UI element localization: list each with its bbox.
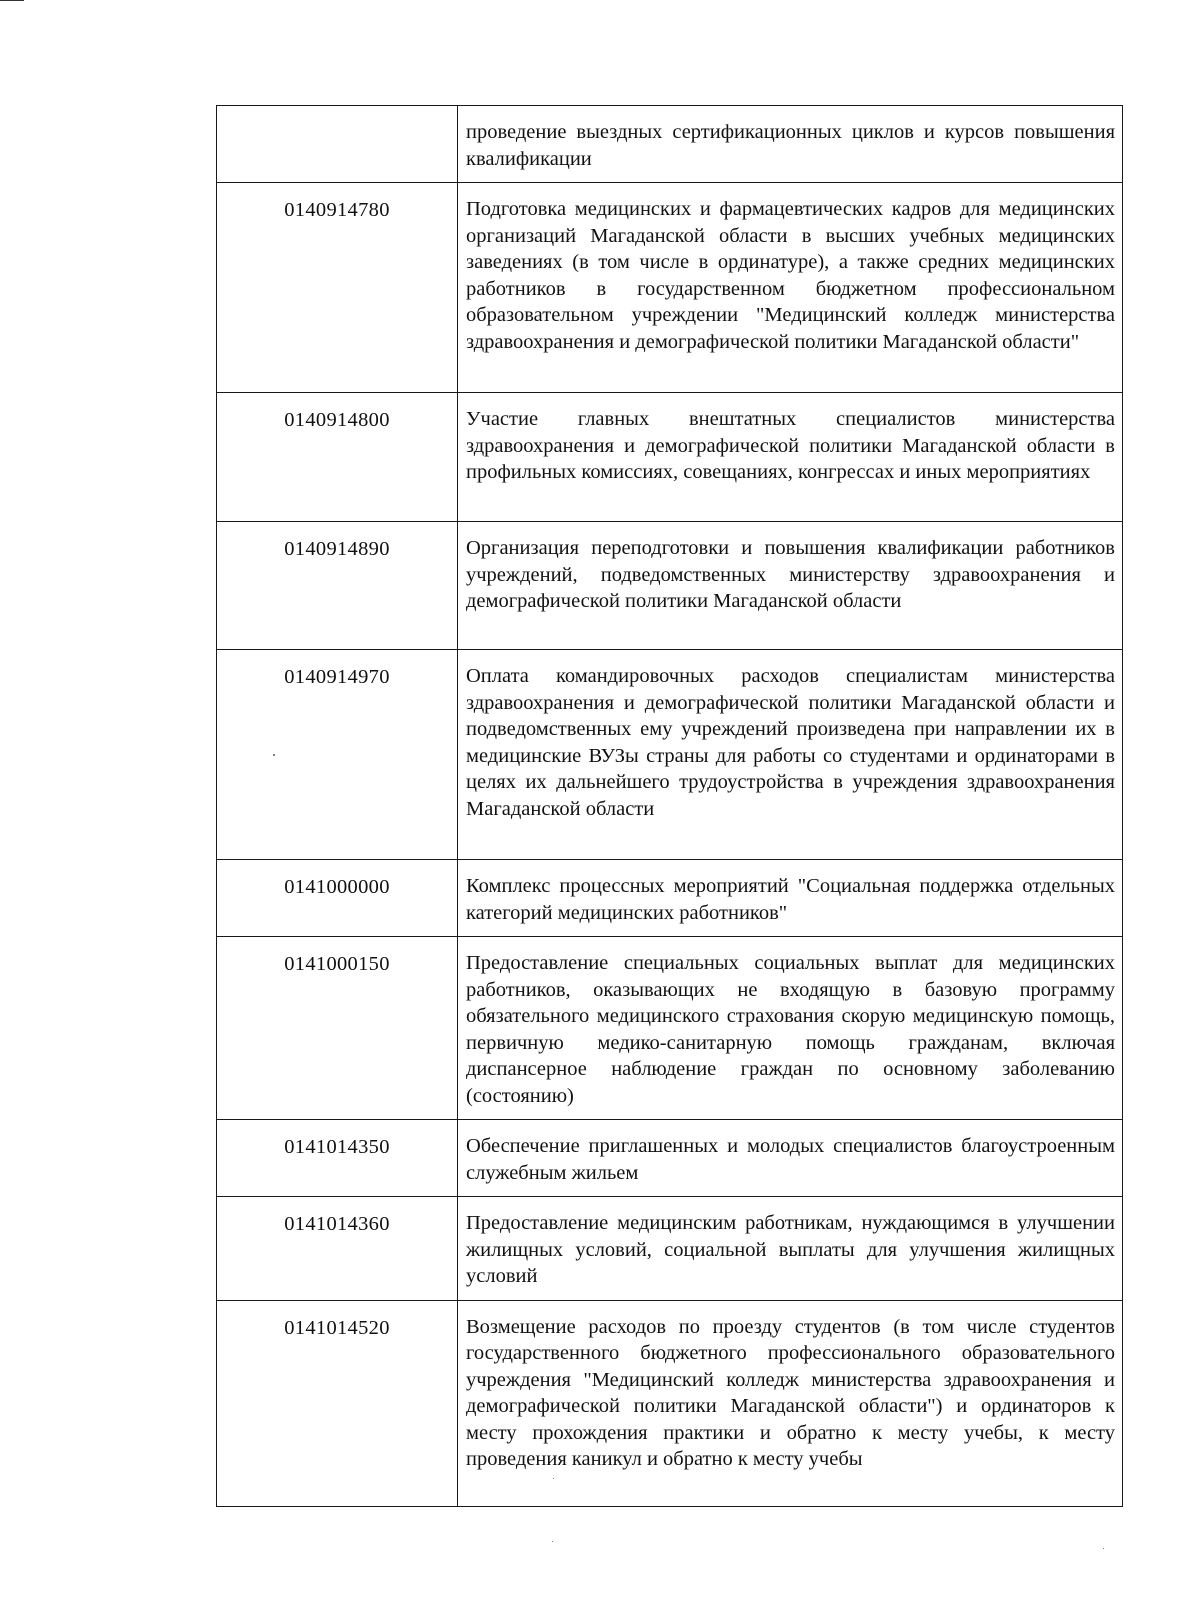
table-row <box>217 393 1123 522</box>
code-cell: 0141014360 <box>217 1197 458 1301</box>
code-cell: 0141000150 <box>217 937 458 1120</box>
description-cell: Подготовка медицинских и фармацевтических кадров для медицинских организаций Магаданской области в высших учебных медицинских заведениях (в том числе в ординатуре), а также средних медицинских работников в государственном бюджетном профессиональном образовательном учреждении "Медицинский колледж министерства здравоохранения и демографической политики Магаданской области" <box>458 183 1123 393</box>
scan-speck <box>273 754 275 756</box>
table-row <box>217 1197 1123 1301</box>
table-row <box>217 183 1123 393</box>
code-cell: 0140914970 <box>217 650 458 860</box>
description-cell: Оплата командировочных расходов специалистам министерства здравоохранения и демографической политики Магаданской области и подведомственных ему учреждений произведена при направлении их в медицинские ВУЗы страны для работы со студентами и ординаторами в целях их дальнейшего трудоустройства в учреждения здравоохранения Магаданской области <box>458 650 1123 860</box>
table-row <box>217 106 1123 183</box>
table-row <box>217 937 1123 1120</box>
code-cell: 0140914780 <box>217 183 458 393</box>
budget-codes-table <box>216 105 1123 1507</box>
description-cell: Предоставление медицинским работникам, нуждающимся в улучшении жилищных условий, социальной выплаты для улучшения жилищных условий <box>458 1197 1123 1301</box>
description-cell: Организация переподготовки и повышения квалификации работников учреждений, подведомственных министерству здравоохранения и демографической политики Магаданской области <box>458 522 1123 650</box>
description-cell: Предоставление специальных социальных выплат для медицинских работников, оказывающих не входящую в базовую программу обязательного медицинского страхования скорую медицинскую помощь, первичную медико-санитарную помощь гражданам, включая диспансерное наблюдение граждан по основному заболеванию (состоянию) <box>458 937 1123 1120</box>
code-cell: 0140914800 <box>217 393 458 522</box>
table-row <box>217 650 1123 860</box>
table-row <box>217 860 1123 937</box>
scan-speck <box>1103 1548 1104 1549</box>
code-cell <box>217 106 458 183</box>
code-cell: 0141000000 <box>217 860 458 937</box>
table-row <box>217 1120 1123 1197</box>
table-row <box>217 522 1123 650</box>
description-cell: Комплекс процессных мероприятий "Социальная поддержка отдельных категорий медицинских работников" <box>458 860 1123 937</box>
code-cell: 0141014520 <box>217 1300 458 1506</box>
description-cell: Участие главных внештатных специалистов министерства здравоохранения и демографической политики Магаданской области в профильных комиссиях, совещаниях, конгрессах и иных мероприятиях <box>458 393 1123 522</box>
scan-speck <box>552 1541 553 1542</box>
table-row <box>217 1300 1123 1506</box>
description-cell: Возмещение расходов по проезду студентов (в том числе студентов государственного бюджетного профессионального образовательного учреждения "Медицинский колледж министерства здравоохранения и демографической политики Магаданской области") и ординаторов к месту прохождения практики и обратно к месту учебы, к месту проведения каникул и обратно к месту учебы <box>458 1300 1123 1506</box>
description-cell: Обеспечение приглашенных и молодых специалистов благоустроенным служебным жильем <box>458 1120 1123 1197</box>
scan-speck <box>553 1478 554 1479</box>
scan-edge-mark <box>0 0 24 1</box>
description-cell: проведение выездных сертификационных циклов и курсов повышения квалификации <box>458 106 1123 183</box>
code-cell: 0140914890 <box>217 522 458 650</box>
code-cell: 0141014350 <box>217 1120 458 1197</box>
